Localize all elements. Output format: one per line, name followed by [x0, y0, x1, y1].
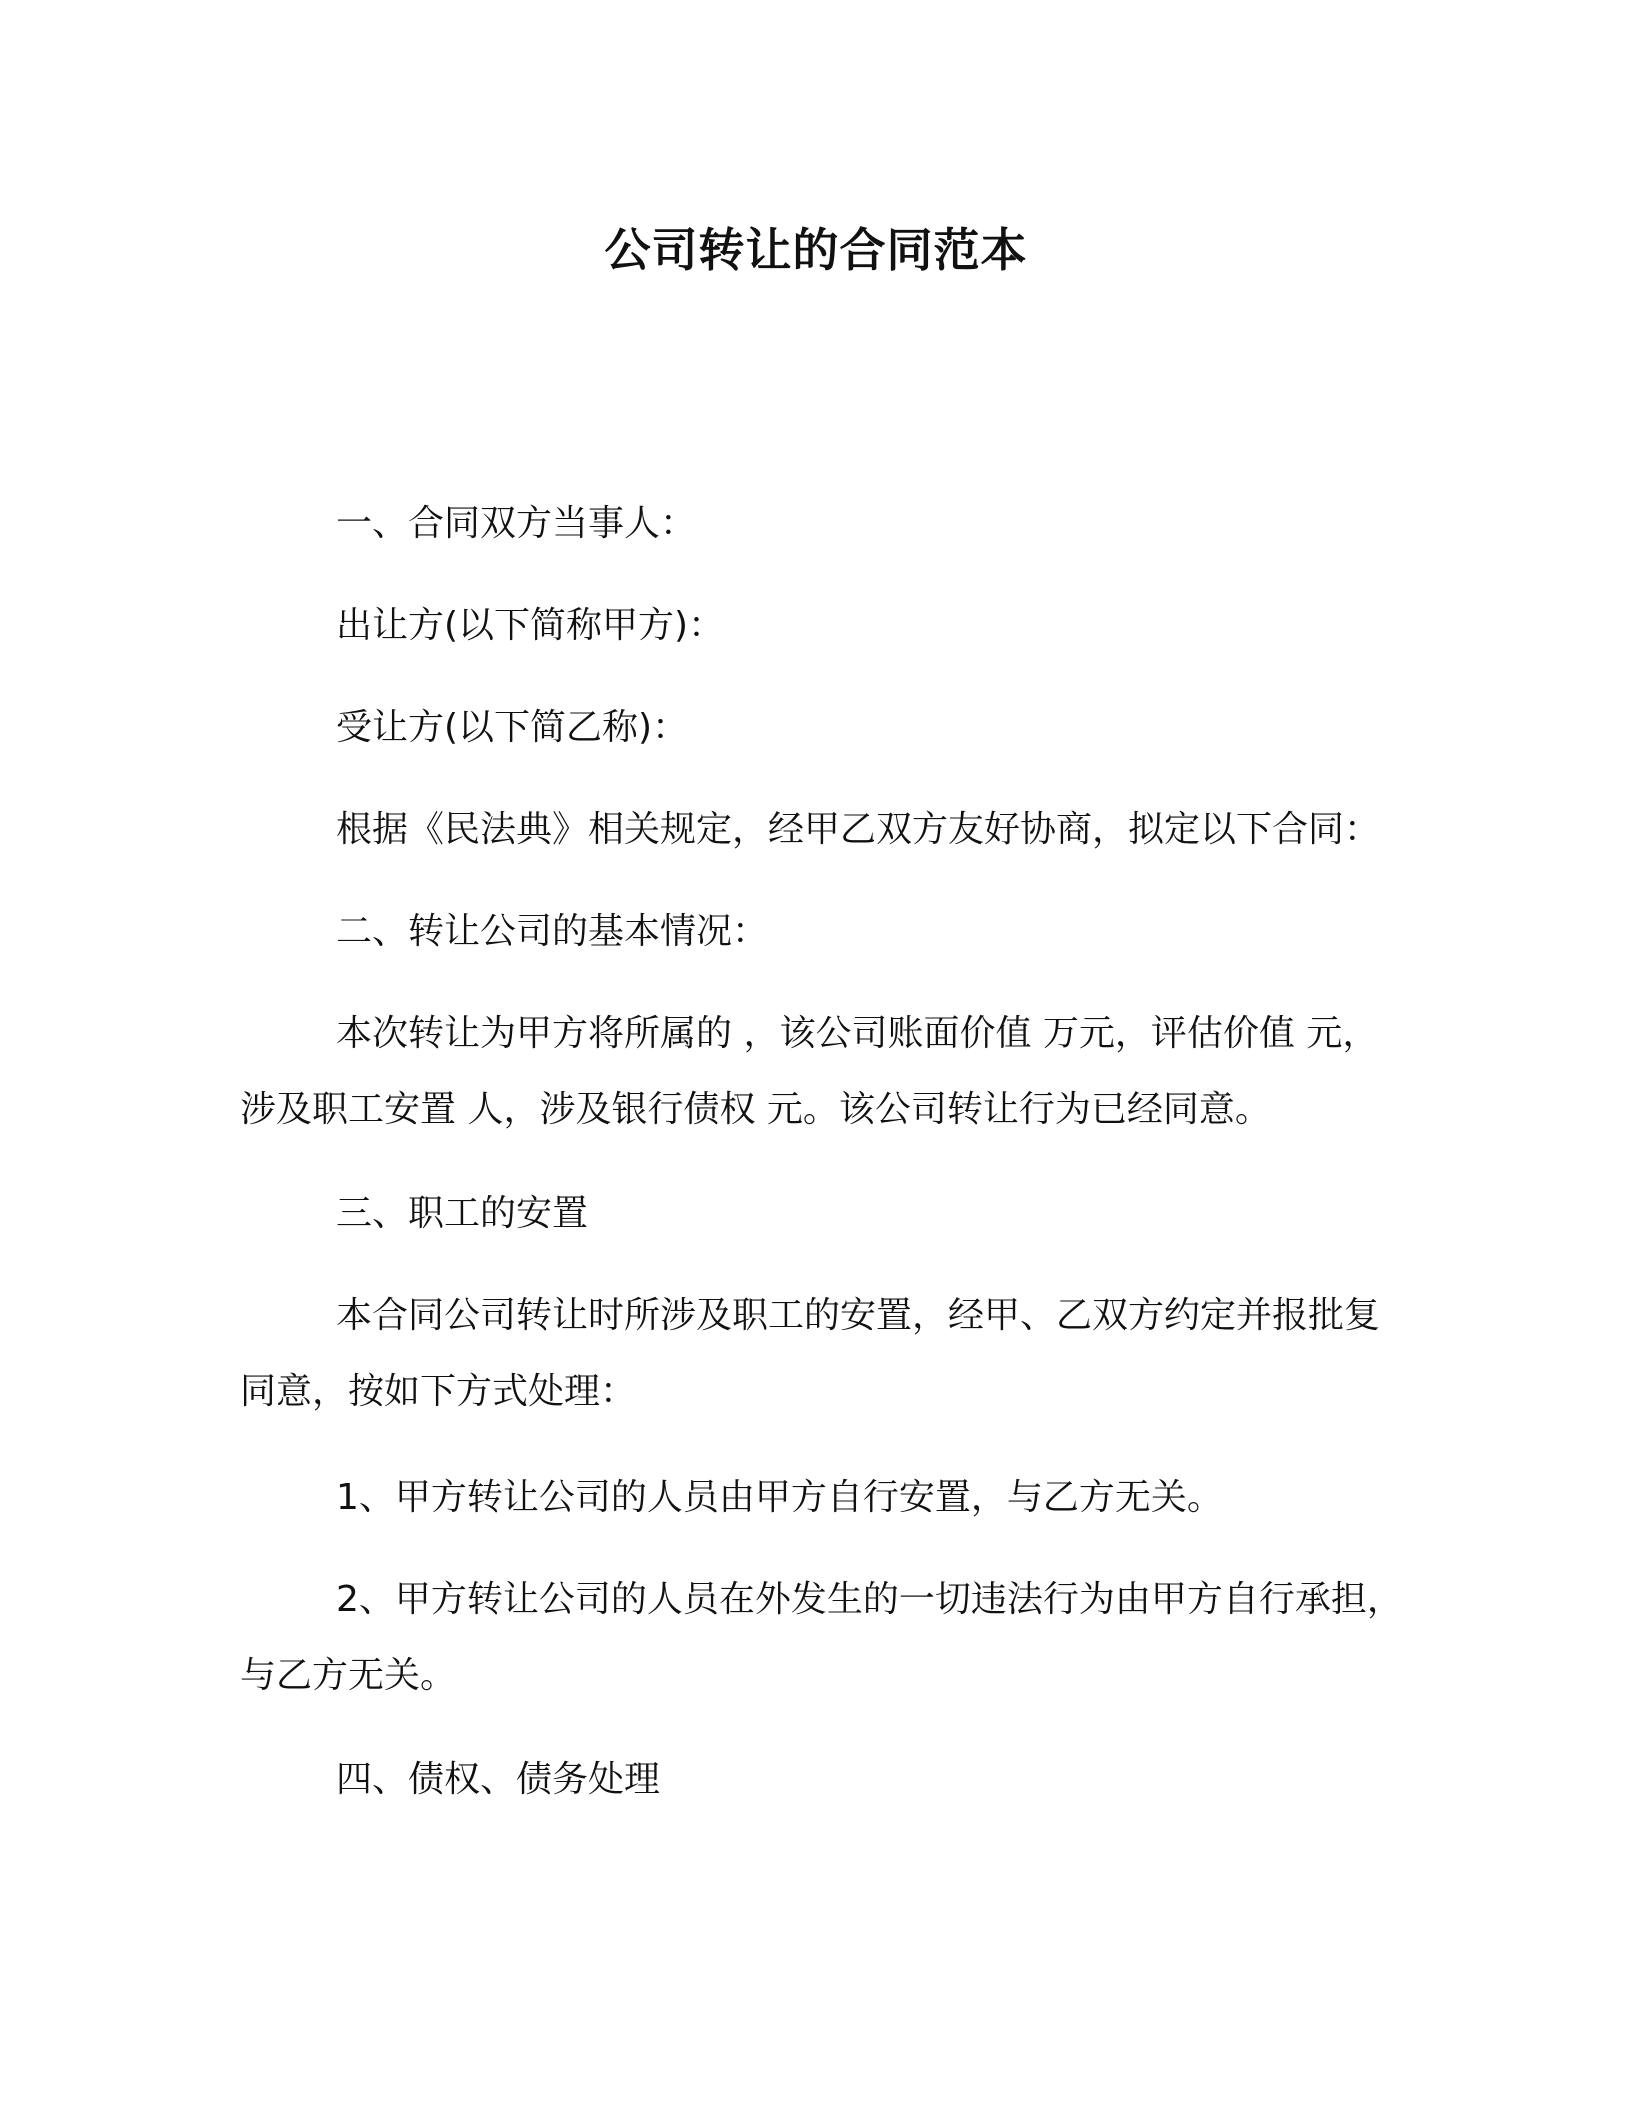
basis-paragraph: 根据《民法典》相关规定，经甲乙双方友好协商，拟定以下合同：: [336, 809, 1381, 850]
document-title: 公司转让的合同范本: [604, 223, 1028, 277]
section1-heading: 一、合同双方当事人：: [336, 503, 697, 544]
list-item-1: 1、甲方转让公司的人员由甲方自行安置，与乙方无关。: [336, 1477, 1223, 1518]
transferor-label: 出让方(以下简称甲方)：: [336, 605, 725, 646]
section2-body: 本次转让为甲方将所属的 ，该公司账面价值 万元，评估价值 元，涉及职工安置 人，涉及银行债权 元。该公司转让行为已经同意。: [240, 1013, 1379, 1130]
section3-body: 本合同公司转让时所涉及职工的安置，经甲、乙双方约定并报批复同意，按如下方式处理：: [240, 1295, 1381, 1412]
section4-heading: 四、债权、债务处理: [336, 1759, 661, 1800]
list-item-2: 2、甲方转让公司的人员在外发生的一切违法行为由甲方自行承担，与乙方无关。: [240, 1579, 1403, 1696]
section2-heading: 二、转让公司的基本情况：: [336, 911, 769, 952]
section3-heading: 三、职工的安置: [336, 1193, 589, 1234]
transferee-label: 受让方(以下简乙称)：: [336, 707, 689, 748]
